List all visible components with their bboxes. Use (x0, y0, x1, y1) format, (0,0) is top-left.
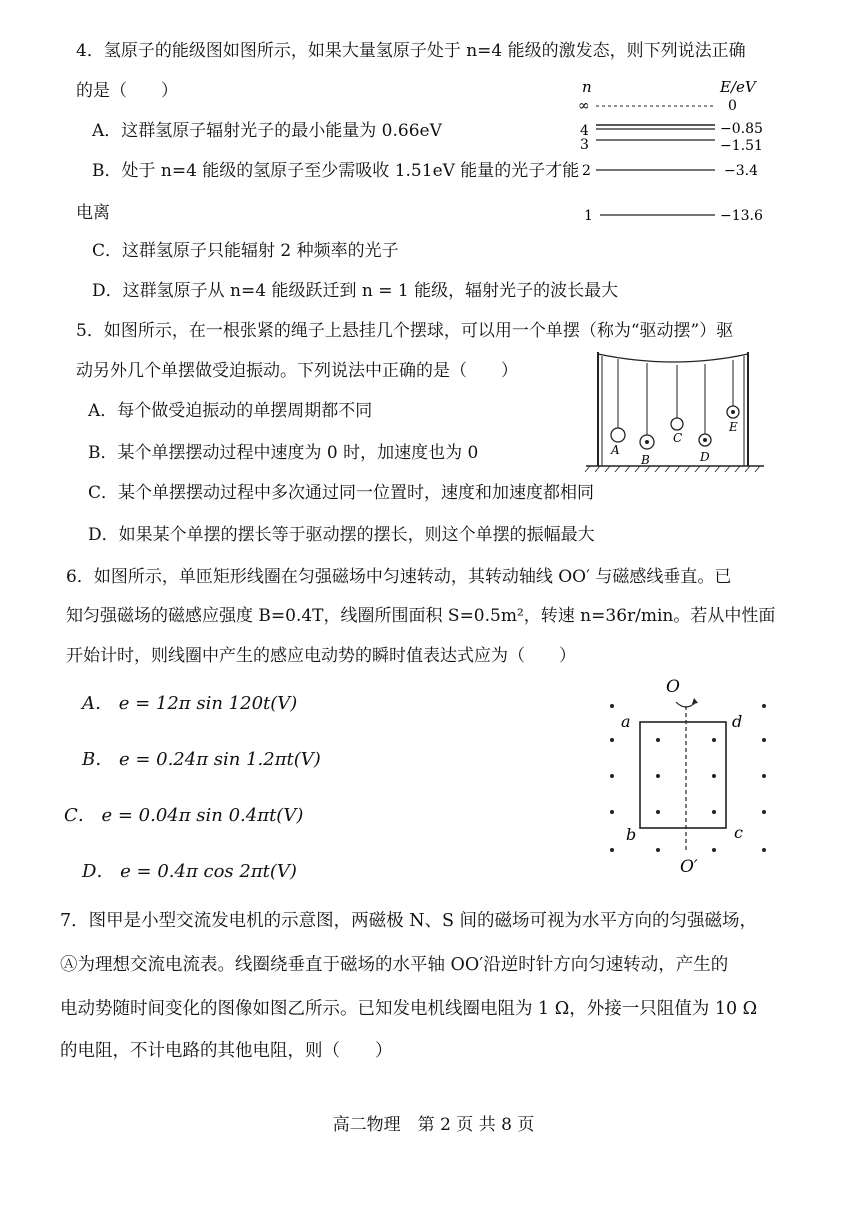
corner-b-label: b (626, 825, 637, 844)
q4-stem-line2: 的是（ ） (76, 81, 178, 101)
q7-stem-line4: 的电阻，不计电路的其他电阻，则（ ） (60, 1041, 393, 1061)
corner-d-label: d (732, 712, 743, 731)
level-e-3: −1.51 (720, 138, 763, 154)
level-e-2: −3.4 (724, 163, 758, 179)
q4-option-b-line1: B．处于 n=4 能级的氢原子至少需吸收 1.51eV 能量的光子才能 (92, 161, 580, 181)
level-n-2: 2 (582, 163, 591, 179)
q4-option-d: D．这群氢原子从 n=4 能级跃迁到 n = 1 能级，辐射光子的波长最大 (92, 281, 619, 301)
tight-rope (598, 354, 748, 362)
energy-level-diagram (570, 76, 780, 226)
energy-axis-label: E/eV (720, 78, 756, 96)
q4-stem-line1: 4．氢原子的能级图如图所示，如果大量氢原子处于 n=4 能级的激发态，则下列说法正确 (76, 41, 746, 61)
pendulum-b-label: B (641, 453, 650, 467)
q5-option-c: C．某个单摆摆动过程中多次通过同一位置时，速度和加速度都相同 (88, 483, 595, 503)
pendulum-a-label: A (611, 443, 620, 457)
level-e-inf: 0 (728, 98, 737, 114)
pendulum-d-label: D (700, 450, 710, 464)
corner-c-label: c (734, 823, 743, 842)
q6-stem-line2: 知匀强磁场的磁感应强度 B=0.4T，线圈所围面积 S=0.5m²，转速 n=36r/min。若从中性面 (66, 606, 776, 626)
q4-option-a: A．这群氢原子辐射光子的最小能量为 0.66eV (92, 121, 442, 141)
q6-option-b: B． e = 0.24π sin 1.2πt(V) (82, 749, 321, 770)
q7-stem-line1: 7．图甲是小型交流发电机的示意图，两磁极 N、S 间的磁场可视为水平方向的匀强磁场， (60, 911, 758, 931)
level-n-1: 1 (584, 208, 593, 224)
level-e-4: −0.85 (720, 121, 763, 137)
pendulum-d-center (703, 438, 707, 442)
corner-a-label: a (621, 712, 631, 731)
q6-stem-line1: 6．如图所示，单匝矩形线圈在匀强磁场中匀速转动，其转动轴线 OO′ 与磁感线垂直。已 (66, 567, 732, 587)
level-n-inf: ∞ (578, 98, 590, 114)
q4-option-b-line2: 电离 (76, 203, 110, 223)
q6-stem-line3: 开始计时，则线圈中产生的感应电动势的瞬时值表达式应为（ ） (66, 646, 576, 666)
q5-option-a: A．每个做受迫振动的单摆周期都不同 (88, 401, 373, 421)
axis-o-label: O (666, 677, 680, 697)
pendulum-b-center (645, 440, 649, 444)
q7-stem-line3: 电动势随时间变化的图像如图乙所示。已知发电机线圈电阻为 1 Ω，外接一只阻值为 10 Ω (60, 999, 758, 1019)
q5-stem-line1: 5．如图所示，在一根张紧的绳子上悬挂几个摆球，可以用一个单摆（称为“驱动摆”）驱 (76, 321, 734, 341)
q5-stem-line2: 动另外几个单摆做受迫振动。下列说法中正确的是（ ） (76, 361, 518, 381)
level-n-4: 4 (580, 123, 589, 139)
pendulum-a-bob (611, 428, 625, 442)
n-axis-label: n (582, 78, 592, 96)
rotation-arrowhead (692, 698, 698, 704)
pendulum-e-center (731, 410, 735, 414)
pendulum-c-bob (671, 418, 683, 430)
level-n-3: 3 (580, 137, 589, 153)
pendulum-c-label: C (673, 431, 683, 445)
level-e-1: −13.6 (720, 208, 763, 224)
pendulum-e-label: E (729, 420, 738, 434)
q7-stem-line2: Ⓐ为理想交流电流表。线圈绕垂直于磁场的水平轴 OO′沿逆时针方向匀速转动，产生的 (60, 955, 729, 975)
q5-option-d: D．如果某个单摆的摆长等于驱动摆的摆长，则这个单摆的振幅最大 (88, 525, 595, 545)
ground-hatch (585, 466, 760, 472)
q6-option-c: C． e = 0.04π sin 0.4πt(V) (64, 805, 304, 826)
axis-o-prime-label: O′ (680, 857, 698, 877)
coil-in-magnetic-field-diagram (596, 672, 786, 882)
q5-option-b: B．某个单摆摆动过程中速度为 0 时，加速度也为 0 (88, 443, 479, 463)
q6-option-a: A． e = 12π sin 120t(V) (82, 693, 298, 714)
q6-option-d: D． e = 0.4π cos 2πt(V) (82, 861, 297, 882)
page-footer: 高二物理 第 2 页 共 8 页 (332, 1115, 535, 1135)
q4-option-c: C．这群氢原子只能辐射 2 种频率的光子 (92, 241, 399, 261)
pendulum-diagram (584, 344, 769, 476)
